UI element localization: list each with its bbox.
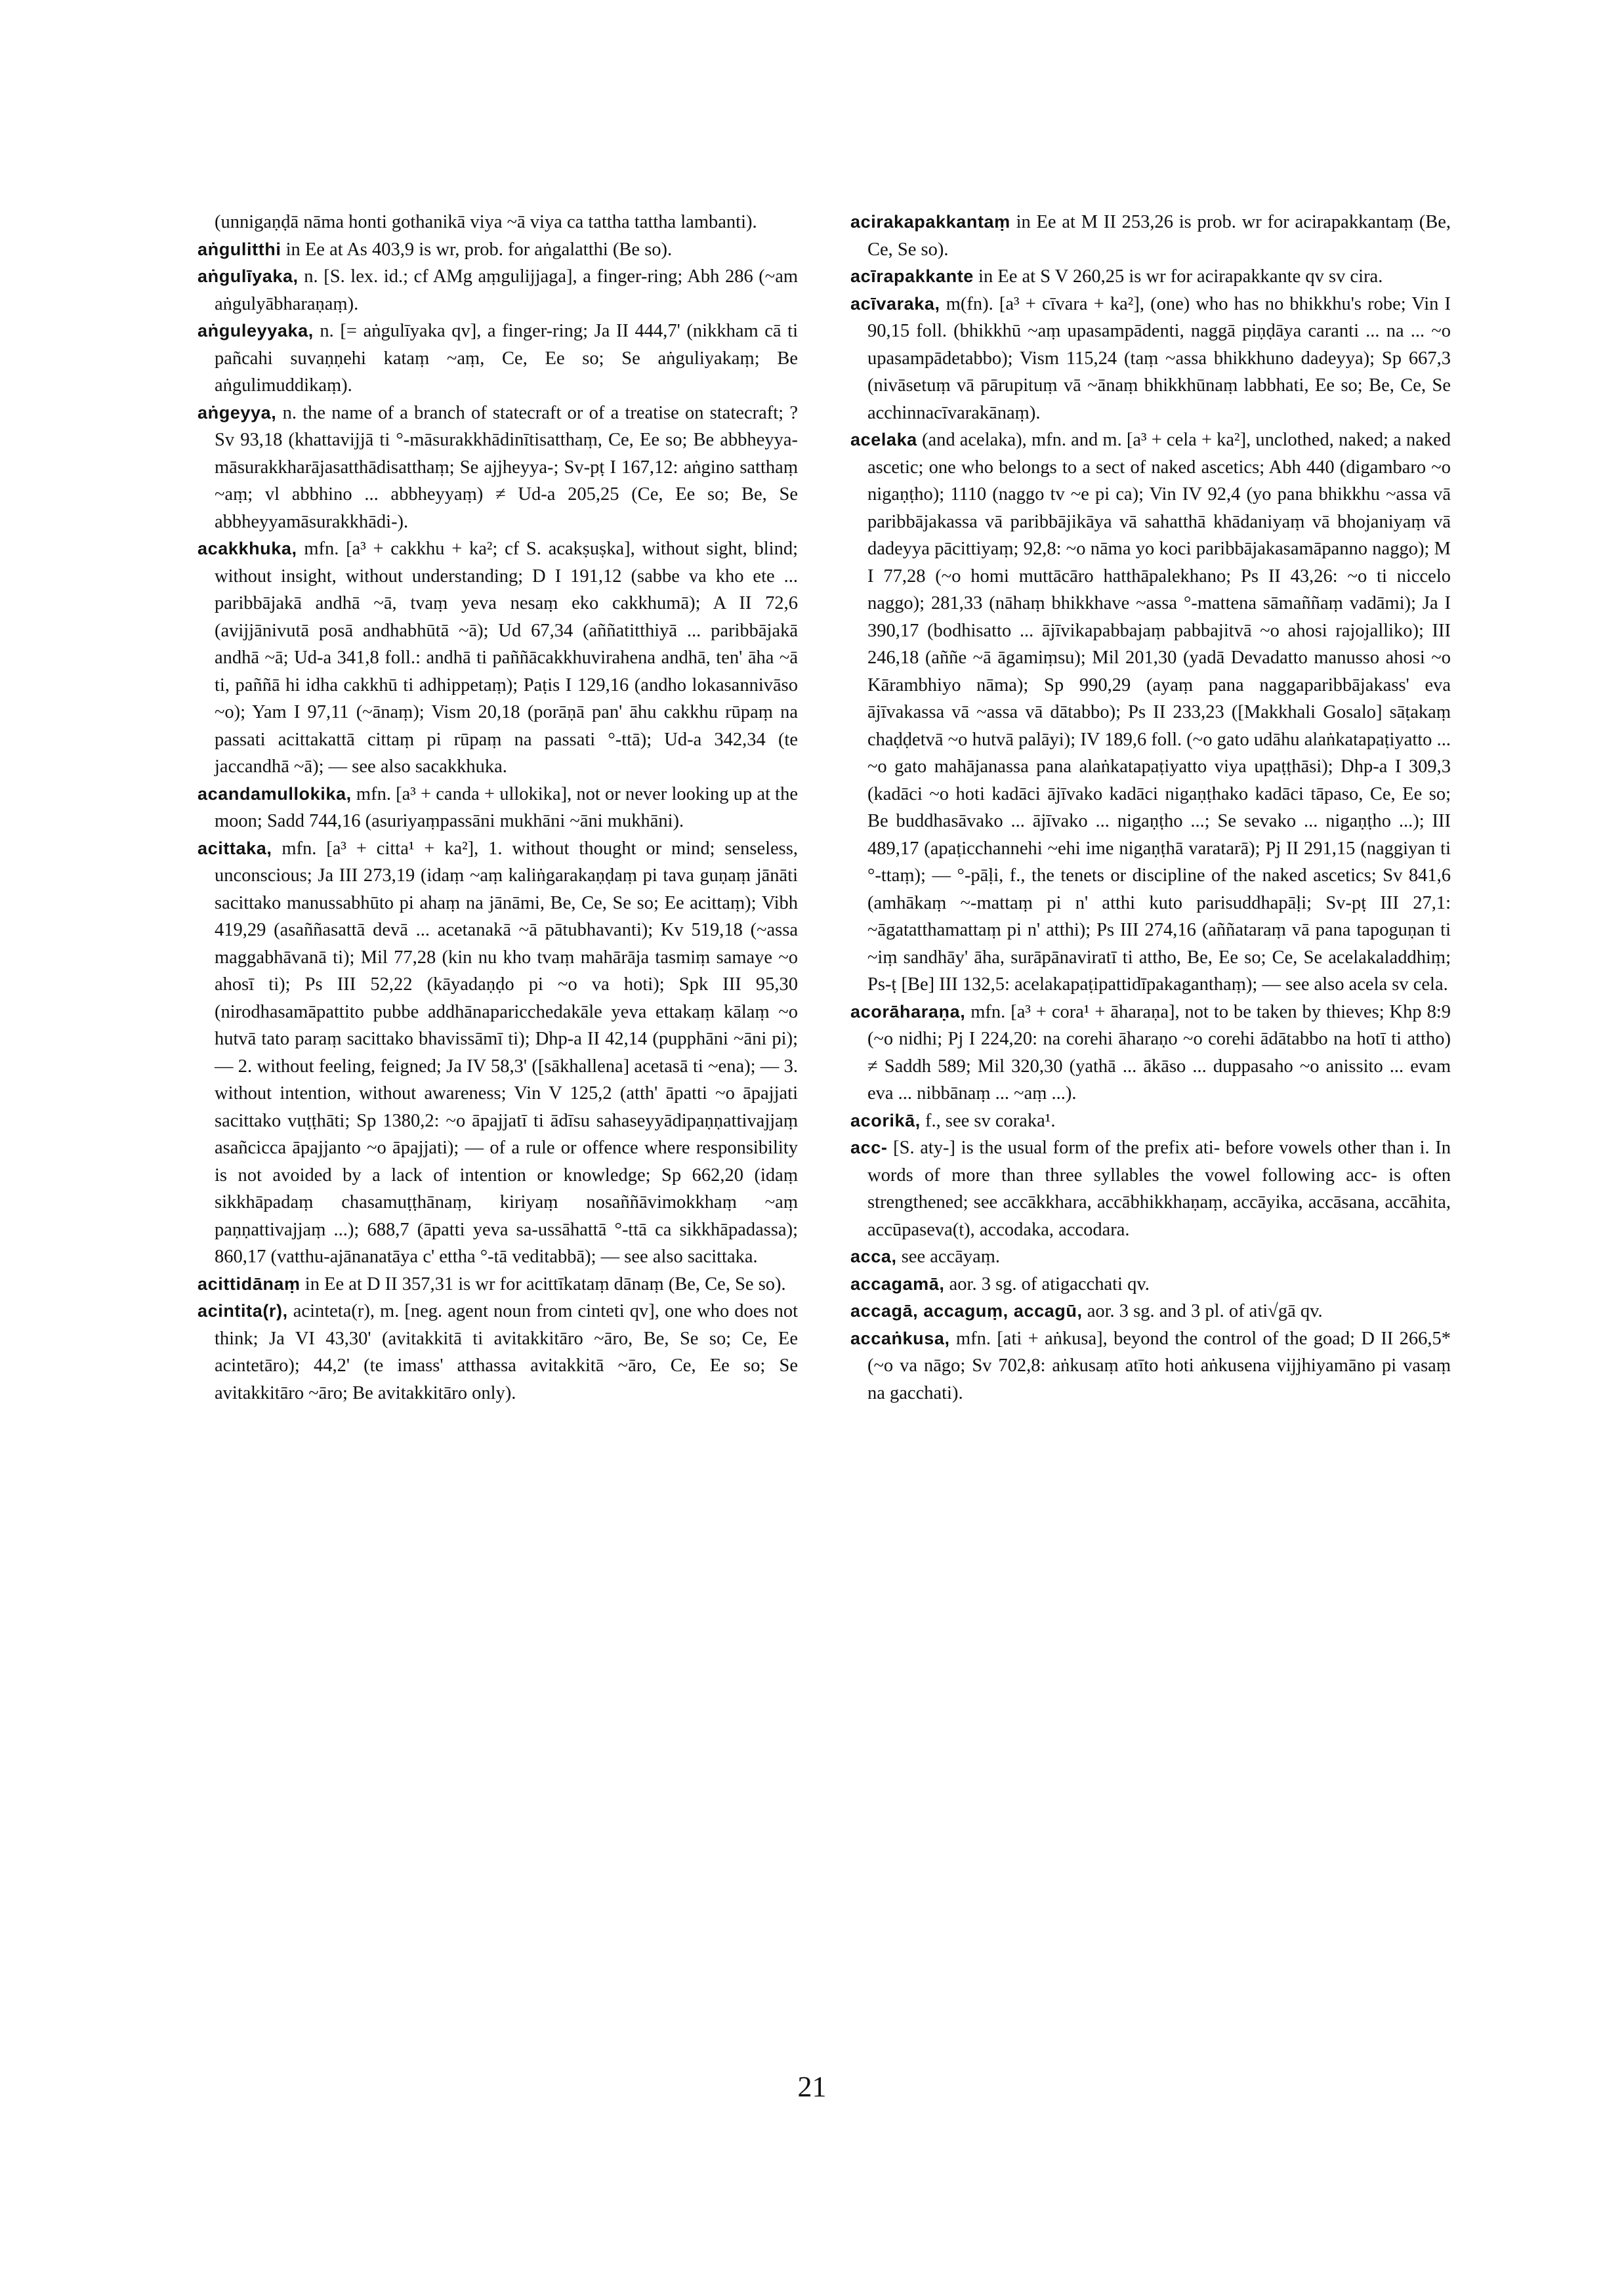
entry-text: mfn. [a³ + citta¹ + ka²], 1. without thought or mind; senseless, unconscious; Ja III 273,19 (idaṃ ~aṃ kaliṅgarakaṇḍaṃ pi tava guṇaṃ jānāti sacittako manussabhūto pi ahaṃ na jānāmi, Be, Ce, Se so; Ee acittaṃ); Vibh 419,29 (asaññasattā devā ... acetanakā ~ā pātubhavanti); Kv 519,18 (~assa maggabhāvanā ti); Mil 77,28 (kin nu kho tvaṃ mahārāja tasmiṃ samaye ~o ahosī ti); Ps III 52,22 (kāyadaṇḍo pi ~o va hoti); Spk III 95,30 (nirodhasamāpattito pubbe addhānaparicchedakāle yeva ettakaṃ kālaṃ ~o hutvā tato paraṃ sacittako bhavissāmī ti); Dhp-a II 42,14 (pupphāni ~āni pi); — 2. without feeling, feigned; Ja IV 58,3' ([sākhallena] acetasā ti ~ena); — 3. without intention, without awareness; Vin V 125,2 (atth' āpatti ~o āpajjati sacittako vuṭṭhāti; Sp 1380,2: ~o āpajjatī ti ādīsu sahaseyyādipaṇṇattivajjaṃ asañcicca āpajjanto ~o āpajjati); — of a rule or offence where responsibility is not avoided by a lack of intention or knowledge; Sp 662,20 (idaṃ sikkhāpadaṃ chasamuṭṭhānaṃ, kiriyaṃ nosaññāvimokkhaṃ ~aṃ paṇṇattivajjaṃ ...); 688,7 (āpatti yeva sa-ussāhattā °-ttā ca sikkhāpadassa); 860,17 (vatthu-ajānanatāya c' ettha °-tā veditabbā); — see also sacittaka. (215, 838, 798, 1267)
headword: acintita(r), (198, 1301, 288, 1321)
headword: accaṅkusa, (850, 1328, 950, 1348)
entry-text: in Ee at As 403,9 is wr, prob. for aṅgalatthi (Be so). (285, 239, 673, 260)
headword: acelaka (850, 430, 917, 449)
headword: acīrapakkante (850, 266, 974, 286)
entry-text: mfn. [ati + aṅkusa], beyond the control of the goad; D II 266,5* (~o va nāgo; Sv 702,8: aṅkusaṃ atīto hoti aṅkusena vijjhiyamāno pi vasaṃ na gacchati). (867, 1328, 1451, 1403)
entry-text: see accāyaṃ. (901, 1247, 1001, 1267)
headword: aṅgulīyaka, (198, 266, 299, 286)
headword: acakkhuka, (198, 539, 297, 558)
dictionary-entry (198, 781, 798, 835)
dictionary-entry (850, 263, 1451, 291)
dictionary-entry (850, 1243, 1451, 1271)
entry-text: n. the name of a branch of statecraft or of a treatise on statecraft; ? Sv 93,18 (khattavijjā ti °-māsurakkhādinītisatthaṃ, Ce, Ee so; Be abbheyya-māsurakkharājasatthādisatthaṃ; Se ajjheyya-; Sv-pṭ I 167,12: aṅgino satthaṃ ~aṃ; vl abbhino ... abbheyyaṃ) ≠ Ud-a 205,25 (Ce, Ee so; Be, Se abbheyyamāsurakkhādi-). (215, 402, 798, 532)
headword: acorikā, (850, 1110, 921, 1130)
headword: acorāharaṇa, (850, 1001, 966, 1022)
entry-text: n. [= aṅgulīyaka qv], a finger-ring; Ja II 444,7' (nikkham cā ti pañcahi suvaṇṇehi kataṃ ~aṃ, Ce, Ee so; Se aṅguliyakaṃ; Be aṅgulimuddikaṃ). (215, 321, 798, 396)
entry-text: (and acelaka), mfn. and m. [a³ + cela + ka²], unclothed, naked; a naked ascetic; one who belongs to a sect of naked ascetics; Abh 440 (digambaro ~o nigaṇṭho); 1110 (naggo tv ~e pi ca); Vin IV 92,4 (yo pana bhikkhu ~assa vā paribbājakassa vā paribbājikāya vā sahatthā khādaniyaṃ vā bhojaniyaṃ vā dadeyya pācittiyaṃ; 92,8: ~o nāma yo koci paribbājakasamāpanno naggo); M I 77,28 (~o homi muttācāro hatthāpalekhano; Ps II 43,26: ~o ti niccelo naggo); 281,33 (nāhaṃ bhikkhave ~assa °-mattena sāmaññaṃ vadāmi); Ja I 390,17 (bodhisatto ... ājīvikapabbajaṃ pabbajitvā ~o ahosi rajojalliko); III 246,18 (aññe ~ā āgamiṃsu); Mil 201,30 (yadā Devadatto manusso ahosi ~o Kārambhiyo nāma); Sp 990,29 (ayaṃ pana naggaparibbājakass' eva ājīvakassa vā ~assa vā dātabbo); Ps II 233,23 ([Makkhali Gosalo] sāṭakaṃ chaḍḍetvā ~o hutvā palāyi); IV 189,6 foll. (~o gato udāhu alaṅkatapaṭiyatto ... ~o gato mahājanassa pana alaṅkatapaṭiyatto viya upaṭṭhāsi); Dhp-a I 309,3 (kadāci ~o hoti kadāci ājīvako kadāci nigaṇṭhako kadāci tāpaso, Ce, Ee so; Be buddhasāvako ... ājīvako ... nigaṇṭho ...; Se sevako ... nigaṇṭho ...); III 489,17 (apaṭicchannehi ~ehi ime nigaṇṭhā varatarā); Pj II 291,15 (naggiyan ti °-ttaṃ); — °-pāḷi, f., the tenets or discipline of the naked ascetics; Sv 841,6 (amhākaṃ ~-mattaṃ pi n' atthi kuto parisuddhapāḷi; Sv-pṭ III 27,1: ~āgatatthamattaṃ pi n' atthi); Ps III 274,16 (aññataraṃ vā pana tapoguṇan ti ~iṃ sandhāy' āha, surāpānaviratī ti attho, Be, Ee so; Ce, Se acelakaladdhiṃ; Ps-ṭ [Be] III 132,5: acelakapaṭipattidīpakaganthaṃ); — see also acela sv cela. (867, 430, 1451, 995)
entry-text: in Ee at D II 357,31 is wr for acittīkataṃ dānaṃ (Be, Ce, Se so). (304, 1273, 786, 1294)
entry-text: in Ee at M II 253,26 is prob. wr for acirapakkantaṃ (Be, Ce, Se so). (867, 212, 1451, 260)
headword: acīvaraka, (850, 293, 940, 314)
headword: acittidānaṃ (198, 1273, 301, 1294)
dictionary-entry (198, 835, 798, 1271)
dictionary-entry (198, 263, 798, 318)
left-column (198, 209, 798, 1407)
entry-text: acinteta(r), m. [neg. agent noun from cinteti qv], one who does not think; Ja VI 43,30' (avitakkitā ti avitakkitāro ~āro, Be, Se so; Ce, Ee acintetāro); 44,2' (te imass' atthassa avitakkitā ~āro, Ce, Ee so; Se avitakkitāro ~āro; Be avitakkitāro only). (215, 1301, 799, 1403)
headword: aṅgeyya, (198, 402, 277, 423)
headword: acc- (850, 1138, 888, 1157)
headword: aṅgulitthi (198, 239, 281, 259)
dictionary-entry (850, 209, 1451, 263)
dictionary-entry (850, 291, 1451, 427)
dictionary-entry (850, 1271, 1451, 1298)
headword: acittaka, (198, 838, 272, 858)
headword: acirakapakkantaṃ (850, 212, 1010, 232)
entry-text: (unnigaṇḍā nāma honti gothanikā viya ~ā viya ca tattha tattha lambanti). (215, 212, 757, 232)
entry-text: mfn. [a³ + cora¹ + āharaṇa], not to be taken by thieves; Khp 8:9 (~o nidhi; Pj I 224,20: na corehi āharaṇo ~o corehi ādātabbo na hotī ti attho) ≠ Saddh 589; Mil 320,30 (yathā ... ākāso ... duppasaho ~o anissito ... evam eva ... nibbānaṃ ... ~aṃ ...). (867, 1001, 1451, 1104)
dictionary-entry (850, 1298, 1451, 1325)
entry-text: aor. 3 sg. of atigacchati qv. (949, 1273, 1150, 1294)
entry-text: n. [S. lex. id.; cf AMg aṃgulijjaga], a finger-ring; Abh 286 (~am aṅgulyābharaṇaṃ). (215, 266, 799, 314)
dictionary-entry (198, 236, 798, 264)
entry-text: [S. aty-] is the usual form of the prefix ati- before vowels other than i. In words of more than three syllables the vowel following acc- is often strengthened; see accākkhara, accābhikkhaṇaṃ, accāyika, accāsana, accāhita, accūpaseva(t), accodaka, accodara. (867, 1138, 1451, 1240)
headword: accagā, accaguṃ, accagū, (850, 1301, 1083, 1321)
entry-text: f., see sv coraka¹. (925, 1110, 1056, 1131)
dictionary-entry (198, 535, 798, 781)
dictionary-entry (850, 1325, 1451, 1407)
entry-text: in Ee at S V 260,25 is wr for acirapakkante qv sv cira. (978, 266, 1383, 287)
headword: accagamā, (850, 1273, 945, 1294)
dictionary-entry (850, 426, 1451, 999)
entry-text: mfn. [a³ + canda + ullokika], not or never looking up at the moon; Sadd 744,16 (asuriyaṃpassāni mukhāni ~āni mukhāni). (215, 783, 798, 831)
headword: acandamullokika, (198, 783, 352, 804)
dictionary-entry (198, 318, 798, 400)
entry-text: mfn. [a³ + cakkhu + ka²; cf S. acakṣuṣka], without sight, blind; without insight, without understanding; D I 191,12 (sabbe va kho ete ... paribbājakā andhā ~ā, tvaṃ yeva nesaṃ eko cakkhumā); A II 72,6 (avijjānivutā posā andhabhūtā ~ā); Ud 67,34 (aññatitthiyā ... paribbājakā andhā ~ā; Ud-a 341,8 foll.: andhā ti paññācakkhuvirahena andhā, ten' āha ~ā ti, paññā hi idha cakkhū ti adhippetaṃ); Paṭis I 129,16 (andho lokasannivāso ~o); Yam I 97,11 (~ānaṃ); Vism 20,18 (porāṇā pan' āhu cakkhu rūpaṃ na passati acittakattā cittaṃ pi rūpaṃ na passati °-ttā); Ud-a 342,34 (te jaccandhā ~ā); — see also sacakkhuka. (215, 539, 799, 777)
dictionary-entry (850, 1107, 1451, 1135)
dictionary-entry (198, 209, 798, 236)
headword: acca, (850, 1247, 897, 1266)
right-column (850, 209, 1451, 1407)
headword: aṅguleyyaka, (198, 321, 314, 341)
entry-text: m(fn). [a³ + cīvara + ka²], (one) who has no bhikkhu's robe; Vin I 90,15 foll. (bhikkhū ~aṃ upasampādenti, naggā piṇḍāya caranti ... na ... ~o upasampādetabbo); Vism 115,24 (taṃ ~assa bhikkhuno dadeyya); Sp 667,3 (nivāsetuṃ vā pārupituṃ vā ~ānaṃ bhikkhūnaṃ labbhati, Ee so; Be, Ce, Se acchinnacīvarakānaṃ). (867, 293, 1451, 423)
page-number: 21 (797, 2071, 827, 2103)
dictionary-entry (850, 1134, 1451, 1243)
dictionary-entry (198, 1298, 798, 1407)
entry-text: aor. 3 sg. and 3 pl. of ati√gā qv. (1087, 1301, 1323, 1321)
dictionary-entry (198, 400, 798, 536)
dictionary-entry (850, 999, 1451, 1107)
dictionary-entry (198, 1271, 798, 1298)
